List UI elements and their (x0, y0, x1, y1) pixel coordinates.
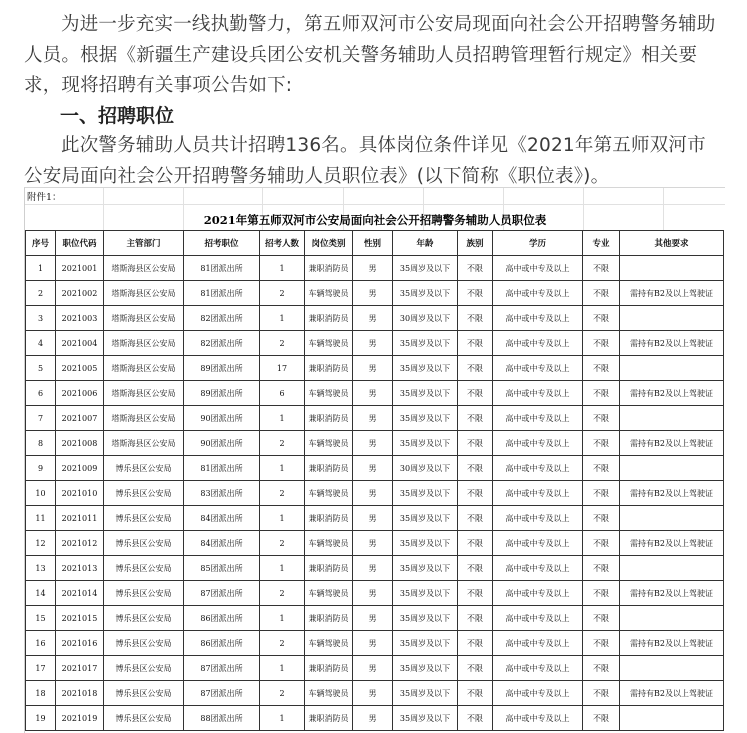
cell-other (620, 256, 724, 281)
table-title: 2021年第五师双河市公安局面向社会公开招聘警务辅助人员职位表 (203, 213, 547, 227)
cell-index: 3 (26, 306, 56, 331)
cell-ethnicity: 不限 (458, 331, 493, 356)
cell-count: 6 (260, 381, 305, 406)
col-header-category: 岗位类别 (305, 231, 353, 256)
cell-age: 35周岁及以下 (393, 406, 458, 431)
cell-index: 5 (26, 356, 56, 381)
cell-index: 8 (26, 431, 56, 456)
cell-major: 不限 (583, 281, 620, 306)
cell-education: 高中或中专及以上 (493, 256, 583, 281)
cell-index: 13 (26, 556, 56, 581)
cell-category: 兼职消防员 (305, 606, 353, 631)
cell-index: 14 (26, 581, 56, 606)
cell-education: 高中或中专及以上 (493, 706, 583, 731)
cell-other (620, 456, 724, 481)
cell-other: 需持有B2及以上驾驶证 (620, 281, 724, 306)
cell-education: 高中或中专及以上 (493, 281, 583, 306)
cell-education: 高中或中专及以上 (493, 681, 583, 706)
cell-gender: 男 (353, 681, 393, 706)
cell-count: 2 (260, 331, 305, 356)
cell-department: 博乐县区公安局 (104, 481, 184, 506)
cell-code: 2021005 (56, 356, 104, 381)
cell-code: 2021009 (56, 456, 104, 481)
col-header-department: 主管部门 (104, 231, 184, 256)
cell-count: 2 (260, 631, 305, 656)
cell-index: 7 (26, 406, 56, 431)
cell-code: 2021010 (56, 481, 104, 506)
cell-education: 高中或中专及以上 (493, 581, 583, 606)
cell-major: 不限 (583, 506, 620, 531)
cell-other (620, 706, 724, 731)
cell-ethnicity: 不限 (458, 481, 493, 506)
cell-code: 2021012 (56, 531, 104, 556)
cell-index: 6 (26, 381, 56, 406)
cell-department: 博乐县区公安局 (104, 631, 184, 656)
table-row (26, 531, 724, 556)
cell-code: 2021014 (56, 581, 104, 606)
cell-index: 15 (26, 606, 56, 631)
cell-position: 87团派出所 (184, 656, 260, 681)
cell-other: 需持有B2及以上驾驶证 (620, 431, 724, 456)
cell-index: 1 (26, 256, 56, 281)
cell-other: 需持有B2及以上驾驶证 (620, 531, 724, 556)
cell-education: 高中或中专及以上 (493, 656, 583, 681)
cell-category: 兼职消防员 (305, 706, 353, 731)
cell-code: 2021013 (56, 556, 104, 581)
table-row (26, 256, 724, 281)
cell-ethnicity: 不限 (458, 706, 493, 731)
cell-category: 兼职消防员 (305, 306, 353, 331)
cell-ethnicity: 不限 (458, 656, 493, 681)
cell-position: 85团派出所 (184, 556, 260, 581)
cell-department: 博乐县区公安局 (104, 531, 184, 556)
cell-category: 车辆驾驶员 (305, 431, 353, 456)
cell-other: 需持有B2及以上驾驶证 (620, 581, 724, 606)
cell-education: 高中或中专及以上 (493, 431, 583, 456)
cell-count: 1 (260, 306, 305, 331)
cell-department: 塔斯海县区公安局 (104, 306, 184, 331)
col-header-other: 其他要求 (620, 231, 724, 256)
cell-gender: 男 (353, 456, 393, 481)
cell-major: 不限 (583, 456, 620, 481)
cell-code: 2021015 (56, 606, 104, 631)
cell-major: 不限 (583, 531, 620, 556)
cell-ethnicity: 不限 (458, 431, 493, 456)
table-row (26, 456, 724, 481)
cell-index: 19 (26, 706, 56, 731)
cell-ethnicity: 不限 (458, 506, 493, 531)
cell-major: 不限 (583, 481, 620, 506)
cell-department: 博乐县区公安局 (104, 656, 184, 681)
cell-gender: 男 (353, 281, 393, 306)
cell-category: 兼职消防员 (305, 256, 353, 281)
cell-position: 86团派出所 (184, 631, 260, 656)
positions-table (25, 230, 724, 731)
cell-index: 4 (26, 331, 56, 356)
cell-department: 塔斯海县区公安局 (104, 331, 184, 356)
col-header-code: 职位代码 (56, 231, 104, 256)
cell-gender: 男 (353, 531, 393, 556)
section-heading: 一、招聘职位 (60, 105, 175, 127)
cell-department: 博乐县区公安局 (104, 606, 184, 631)
cell-position: 90团派出所 (184, 431, 260, 456)
cell-count: 2 (260, 531, 305, 556)
cell-index: 2 (26, 281, 56, 306)
cell-gender: 男 (353, 606, 393, 631)
cell-other (620, 406, 724, 431)
cell-age: 30周岁及以下 (393, 456, 458, 481)
table-row (26, 706, 724, 731)
cell-ethnicity: 不限 (458, 606, 493, 631)
cell-count: 1 (260, 706, 305, 731)
table-header-row (26, 231, 724, 256)
cell-education: 高中或中专及以上 (493, 631, 583, 656)
table-row (26, 681, 724, 706)
cell-count: 1 (260, 606, 305, 631)
cell-count: 1 (260, 506, 305, 531)
cell-category: 兼职消防员 (305, 456, 353, 481)
cell-position: 81团派出所 (184, 456, 260, 481)
cell-age: 35周岁及以下 (393, 281, 458, 306)
cell-department: 博乐县区公安局 (104, 506, 184, 531)
cell-index: 10 (26, 481, 56, 506)
cell-ethnicity: 不限 (458, 381, 493, 406)
job-table-sheet (24, 187, 725, 733)
cell-count: 2 (260, 481, 305, 506)
cell-department: 塔斯海县区公安局 (104, 431, 184, 456)
cell-age: 35周岁及以下 (393, 706, 458, 731)
cell-code: 2021017 (56, 656, 104, 681)
cell-count: 1 (260, 456, 305, 481)
cell-other (620, 606, 724, 631)
cell-age: 30周岁及以下 (393, 306, 458, 331)
col-header-age: 年龄 (393, 231, 458, 256)
cell-major: 不限 (583, 381, 620, 406)
cell-category: 车辆驾驶员 (305, 681, 353, 706)
cell-other (620, 556, 724, 581)
cell-category: 车辆驾驶员 (305, 531, 353, 556)
cell-gender: 男 (353, 706, 393, 731)
cell-gender: 男 (353, 406, 393, 431)
cell-gender: 男 (353, 631, 393, 656)
cell-index: 16 (26, 631, 56, 656)
cell-position: 81团派出所 (184, 256, 260, 281)
cell-department: 塔斯海县区公安局 (104, 281, 184, 306)
cell-count: 17 (260, 356, 305, 381)
intro-paragraph: 为进一步充实一线执勤警力，第五师双河市公安局现面向社会公开招聘警务辅助人员。根据《新疆生产建设兵团公安机关警务辅助人员招聘管理暂行规定》相关要求，现将招聘有关事项公告如下: (24, 14, 716, 96)
cell-index: 18 (26, 681, 56, 706)
table-row (26, 431, 724, 456)
table-row (26, 281, 724, 306)
cell-age: 35周岁及以下 (393, 506, 458, 531)
cell-position: 90团派出所 (184, 406, 260, 431)
cell-age: 35周岁及以下 (393, 331, 458, 356)
cell-gender: 男 (353, 356, 393, 381)
cell-education: 高中或中专及以上 (493, 381, 583, 406)
cell-other (620, 306, 724, 331)
cell-major: 不限 (583, 631, 620, 656)
cell-code: 2021018 (56, 681, 104, 706)
cell-major: 不限 (583, 556, 620, 581)
col-header-position: 招考职位 (184, 231, 260, 256)
cell-category: 车辆驾驶员 (305, 381, 353, 406)
table-row (26, 656, 724, 681)
cell-age: 35周岁及以下 (393, 481, 458, 506)
col-header-education: 学历 (493, 231, 583, 256)
cell-code: 2021019 (56, 706, 104, 731)
cell-age: 35周岁及以下 (393, 256, 458, 281)
cell-age: 35周岁及以下 (393, 356, 458, 381)
cell-major: 不限 (583, 606, 620, 631)
cell-education: 高中或中专及以上 (493, 556, 583, 581)
cell-ethnicity: 不限 (458, 681, 493, 706)
cell-ethnicity: 不限 (458, 531, 493, 556)
cell-count: 1 (260, 656, 305, 681)
cell-major: 不限 (583, 306, 620, 331)
cell-count: 1 (260, 556, 305, 581)
cell-age: 35周岁及以下 (393, 381, 458, 406)
cell-count: 2 (260, 581, 305, 606)
cell-major: 不限 (583, 656, 620, 681)
cell-ethnicity: 不限 (458, 281, 493, 306)
cell-gender: 男 (353, 256, 393, 281)
col-header-count: 招考人数 (260, 231, 305, 256)
cell-code: 2021003 (56, 306, 104, 331)
cell-category: 兼职消防员 (305, 356, 353, 381)
table-row (26, 406, 724, 431)
table-row (26, 306, 724, 331)
cell-ethnicity: 不限 (458, 256, 493, 281)
positions-paragraph: 此次警务辅助人员共计招聘136名。具体岗位条件详见《2021年第五师双河市公安局面向社会公开招聘警务辅助人员职位表》(以下简称《职位表》)。 (24, 135, 706, 187)
cell-major: 不限 (583, 256, 620, 281)
cell-ethnicity: 不限 (458, 356, 493, 381)
cell-count: 2 (260, 681, 305, 706)
col-header-ethnicity: 族别 (458, 231, 493, 256)
cell-gender: 男 (353, 381, 393, 406)
col-header-index: 序号 (26, 231, 56, 256)
cell-department: 塔斯海县区公安局 (104, 406, 184, 431)
cell-department: 塔斯海县区公安局 (104, 256, 184, 281)
cell-position: 87团派出所 (184, 581, 260, 606)
cell-code: 2021004 (56, 331, 104, 356)
cell-other: 需持有B2及以上驾驶证 (620, 481, 724, 506)
cell-other (620, 356, 724, 381)
cell-other: 需持有B2及以上驾驶证 (620, 331, 724, 356)
cell-major: 不限 (583, 706, 620, 731)
attachment-label: 附件1： (27, 192, 62, 203)
cell-age: 35周岁及以下 (393, 581, 458, 606)
cell-other: 需持有B2及以上驾驶证 (620, 381, 724, 406)
cell-position: 86团派出所 (184, 606, 260, 631)
cell-gender: 男 (353, 331, 393, 356)
cell-code: 2021008 (56, 431, 104, 456)
cell-ethnicity: 不限 (458, 581, 493, 606)
cell-education: 高中或中专及以上 (493, 606, 583, 631)
cell-index: 11 (26, 506, 56, 531)
cell-other: 需持有B2及以上驾驶证 (620, 681, 724, 706)
cell-major: 不限 (583, 581, 620, 606)
cell-other (620, 656, 724, 681)
cell-position: 82团派出所 (184, 306, 260, 331)
cell-department: 博乐县区公安局 (104, 581, 184, 606)
cell-position: 88团派出所 (184, 706, 260, 731)
table-body (26, 256, 724, 731)
cell-code: 2021002 (56, 281, 104, 306)
table-row (26, 631, 724, 656)
cell-department: 塔斯海县区公安局 (104, 356, 184, 381)
cell-count: 2 (260, 431, 305, 456)
cell-department: 博乐县区公安局 (104, 681, 184, 706)
cell-education: 高中或中专及以上 (493, 331, 583, 356)
cell-count: 1 (260, 406, 305, 431)
cell-education: 高中或中专及以上 (493, 306, 583, 331)
cell-gender: 男 (353, 656, 393, 681)
cell-department: 塔斯海县区公安局 (104, 381, 184, 406)
cell-index: 17 (26, 656, 56, 681)
cell-index: 9 (26, 456, 56, 481)
cell-category: 兼职消防员 (305, 506, 353, 531)
cell-other: 需持有B2及以上驾驶证 (620, 631, 724, 656)
table-row (26, 506, 724, 531)
cell-major: 不限 (583, 406, 620, 431)
cell-other (620, 506, 724, 531)
cell-department: 博乐县区公安局 (104, 456, 184, 481)
cell-position: 82团派出所 (184, 331, 260, 356)
cell-position: 84团派出所 (184, 531, 260, 556)
table-row (26, 331, 724, 356)
cell-major: 不限 (583, 356, 620, 381)
cell-code: 2021016 (56, 631, 104, 656)
cell-category: 车辆驾驶员 (305, 481, 353, 506)
cell-education: 高中或中专及以上 (493, 356, 583, 381)
cell-category: 车辆驾驶员 (305, 281, 353, 306)
table-row (26, 481, 724, 506)
col-header-gender: 性别 (353, 231, 393, 256)
cell-category: 车辆驾驶员 (305, 581, 353, 606)
cell-category: 兼职消防员 (305, 656, 353, 681)
cell-count: 2 (260, 281, 305, 306)
cell-gender: 男 (353, 556, 393, 581)
cell-education: 高中或中专及以上 (493, 456, 583, 481)
cell-index: 12 (26, 531, 56, 556)
cell-count: 1 (260, 256, 305, 281)
table-row (26, 556, 724, 581)
cell-age: 35周岁及以下 (393, 556, 458, 581)
cell-department: 博乐县区公安局 (104, 706, 184, 731)
cell-education: 高中或中专及以上 (493, 406, 583, 431)
cell-code: 2021006 (56, 381, 104, 406)
cell-ethnicity: 不限 (458, 456, 493, 481)
table-row (26, 581, 724, 606)
cell-position: 89团派出所 (184, 381, 260, 406)
cell-ethnicity: 不限 (458, 306, 493, 331)
cell-major: 不限 (583, 331, 620, 356)
cell-department: 博乐县区公安局 (104, 556, 184, 581)
cell-education: 高中或中专及以上 (493, 506, 583, 531)
cell-gender: 男 (353, 581, 393, 606)
cell-position: 89团派出所 (184, 356, 260, 381)
table-row (26, 356, 724, 381)
cell-major: 不限 (583, 681, 620, 706)
cell-age: 35周岁及以下 (393, 681, 458, 706)
cell-gender: 男 (353, 306, 393, 331)
col-header-major: 专业 (583, 231, 620, 256)
cell-position: 83团派出所 (184, 481, 260, 506)
cell-ethnicity: 不限 (458, 406, 493, 431)
cell-age: 35周岁及以下 (393, 531, 458, 556)
cell-position: 84团派出所 (184, 506, 260, 531)
cell-age: 35周岁及以下 (393, 431, 458, 456)
cell-category: 兼职消防员 (305, 406, 353, 431)
cell-gender: 男 (353, 481, 393, 506)
cell-education: 高中或中专及以上 (493, 531, 583, 556)
cell-position: 81团派出所 (184, 281, 260, 306)
cell-age: 35周岁及以下 (393, 656, 458, 681)
cell-code: 2021011 (56, 506, 104, 531)
cell-age: 35周岁及以下 (393, 631, 458, 656)
cell-position: 87团派出所 (184, 681, 260, 706)
cell-category: 兼职消防员 (305, 556, 353, 581)
cell-ethnicity: 不限 (458, 631, 493, 656)
cell-category: 车辆驾驶员 (305, 631, 353, 656)
table-row (26, 381, 724, 406)
cell-ethnicity: 不限 (458, 556, 493, 581)
cell-code: 2021007 (56, 406, 104, 431)
cell-gender: 男 (353, 506, 393, 531)
cell-code: 2021001 (56, 256, 104, 281)
cell-age: 35周岁及以下 (393, 606, 458, 631)
cell-education: 高中或中专及以上 (493, 481, 583, 506)
cell-category: 车辆驾驶员 (305, 331, 353, 356)
table-row (26, 606, 724, 631)
cell-gender: 男 (353, 431, 393, 456)
cell-major: 不限 (583, 431, 620, 456)
